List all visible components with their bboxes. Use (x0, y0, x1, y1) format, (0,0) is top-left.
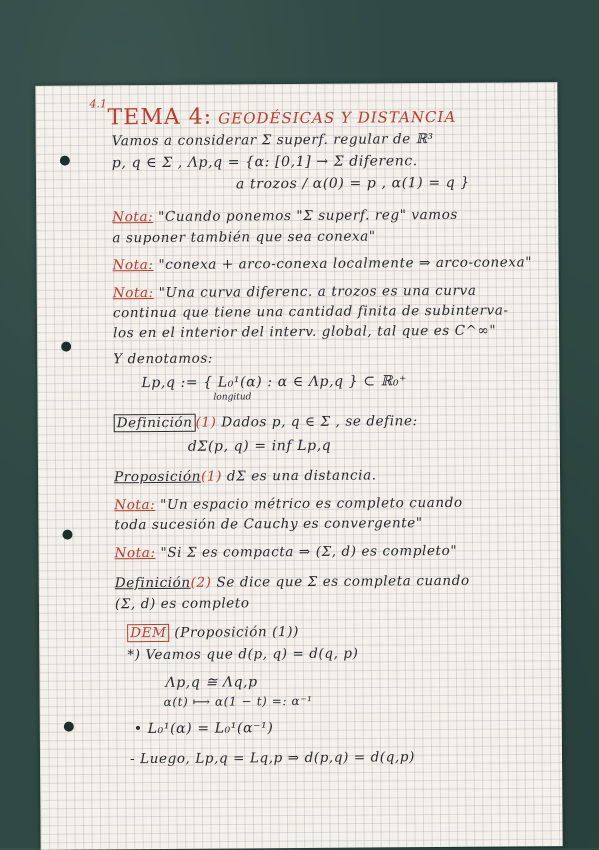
proof-line: *) Veamos que d(p, q) = d(q, p) (127, 645, 359, 664)
formula: Lp,q := { L₀¹(α) : α ∈ Λp,q } ⊂ ℝ₀⁺ (141, 373, 408, 392)
note (114, 495, 462, 513)
text-line: Vamos a considerar Σ superf. regular de ℝ³ (111, 131, 434, 150)
proposition-label: Proposición (114, 468, 202, 486)
title-main: TEMA 4: (107, 104, 213, 131)
note-text: "Cuando ponemos "Σ superf. reg" vamos (158, 206, 458, 225)
binder-hole (64, 722, 74, 732)
note-label: Nota: (114, 497, 156, 514)
underbrace-label: longitud (213, 392, 252, 403)
definition-number: (1) (195, 414, 217, 431)
page-number: 4.1 (89, 97, 108, 111)
note (115, 543, 458, 561)
definition-number: (2) (190, 574, 212, 591)
proposition-text: dΣ es una distancia. (226, 467, 377, 485)
text-line: (Σ, d) es completo (114, 595, 250, 613)
notebook-page (35, 82, 562, 850)
note-text: "Si Σ es compacta ⇒ (Σ, d) es completo" (160, 542, 458, 561)
text-line: Y denotamos: (113, 350, 214, 368)
page-title (107, 103, 456, 130)
note-text: "Una curva diferenc. a trozos es una curva (158, 282, 477, 301)
binder-hole (61, 342, 71, 352)
definition-text: Se dice que Σ es completa cuando (216, 572, 470, 591)
note (113, 283, 477, 302)
note-label: Nota: (112, 285, 154, 302)
text-line: a suponer también que sea conexa" (112, 228, 376, 247)
note-text: "Un espacio métrico es completo cuando (160, 494, 463, 513)
proof-line: - Luego, Lp,q = Lq,p ⇒ d(p,q) = d(q,p) (129, 749, 416, 768)
definition-label: Definición (114, 414, 196, 433)
note (113, 254, 533, 273)
title-sub: GEODÉSICAS Y DISTANCIA (218, 107, 457, 128)
binder-hole (62, 530, 72, 540)
note-text: "conexa + arco-conexa localmente ⇒ arco-conexa" (158, 254, 533, 273)
text-line: toda sucesión de Cauchy es convergente" (114, 515, 423, 534)
proof-reference: (Proposición (1)) (174, 624, 299, 641)
definition (114, 413, 418, 431)
proposition-number: (1) (201, 468, 223, 485)
text-line: a trozos / α(0) = p , α(1) = q } (235, 174, 470, 193)
text-line: continua que tiene una cantidad finita de subinterva- (112, 302, 509, 322)
note-label: Nota: (112, 209, 154, 226)
note-label: Nota: (114, 545, 156, 562)
text-line: los en el interior del interv. global, tal que es C^∞" (113, 322, 497, 342)
formula: dΣ(p, q) = inf Lp,q (187, 437, 332, 455)
definition (115, 573, 470, 591)
text-line: p, q ∈ Σ , Λp,q = {α: [0,1] → Σ diferenc. (111, 153, 418, 172)
formula: • L₀¹(α) = L₀¹(α⁻¹) (133, 720, 274, 738)
proof-label: DEM (127, 624, 169, 642)
proposition (114, 467, 377, 485)
note-label: Nota: (112, 257, 154, 274)
definition-label: Definición (114, 574, 191, 592)
note (112, 207, 458, 225)
formula: α(t) ⟼ α(1 − t) =: α⁻¹ (163, 693, 313, 709)
proof-header (127, 624, 299, 641)
formula: Λp,q ≅ Λq,p (165, 674, 258, 691)
definition-text: Dados p, q ∈ Σ , se define: (221, 413, 418, 431)
binder-hole (60, 156, 70, 166)
